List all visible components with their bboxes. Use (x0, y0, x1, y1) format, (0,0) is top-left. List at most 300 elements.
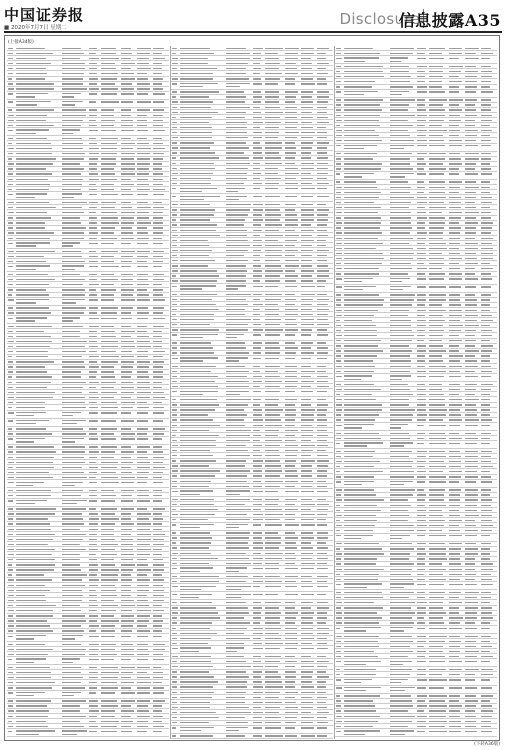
table-cell (16, 544, 48, 545)
table-cell (153, 387, 162, 388)
table-cell (62, 168, 84, 169)
table-cell (344, 451, 375, 452)
table-cell (16, 428, 46, 429)
table-cell (317, 612, 327, 613)
table-cell (253, 178, 260, 179)
table-cell (137, 392, 151, 393)
table-cell (137, 387, 150, 388)
table-cell (62, 336, 80, 337)
table-cell (121, 232, 133, 233)
table-cell (153, 438, 162, 439)
table-cell (180, 465, 209, 466)
table-cell (429, 53, 442, 54)
table-cell (16, 625, 50, 626)
table-cell (390, 248, 413, 249)
table-cell (344, 310, 378, 311)
table-cell (344, 734, 365, 735)
table-cell (301, 117, 313, 118)
table-cell (301, 255, 312, 256)
table-cell (101, 407, 118, 408)
table-cell (101, 490, 114, 491)
table-cell (336, 705, 341, 706)
table-cell (137, 153, 150, 154)
table-cell (417, 248, 426, 249)
table-cell (481, 394, 490, 395)
table-cell (265, 127, 279, 128)
table-cell (429, 315, 443, 316)
table-cell (481, 476, 491, 477)
table-cell (336, 294, 341, 295)
table-cell (89, 644, 99, 645)
table-cell (62, 251, 81, 252)
table-cell (101, 179, 117, 180)
table-cell (429, 130, 447, 131)
table-cell (449, 125, 459, 126)
table-cell (344, 248, 376, 249)
table-cell (62, 371, 81, 372)
table-cell (253, 101, 261, 102)
table-cell (265, 722, 281, 723)
table-cell (344, 163, 382, 164)
table-cell (172, 214, 177, 215)
table-cell (449, 294, 460, 295)
table-cell (285, 255, 295, 256)
table-cell (101, 153, 117, 154)
table-cell (465, 268, 475, 269)
table-cell (253, 342, 262, 343)
table-cell (265, 68, 279, 69)
table-cell (16, 96, 35, 97)
table-cell (390, 505, 411, 506)
table-cell (180, 656, 211, 657)
table-cell (89, 299, 98, 300)
table-cell (317, 294, 327, 295)
table-cell (137, 376, 149, 377)
table-cell (417, 574, 424, 575)
table-cell (417, 710, 424, 711)
table-cell (301, 686, 314, 687)
table-cell (301, 648, 314, 649)
table-cell (344, 409, 382, 410)
table-cell (449, 646, 460, 647)
table-cell (16, 462, 53, 463)
table-row (171, 734, 333, 739)
table-cell (16, 420, 49, 421)
table-cell (265, 656, 281, 657)
table-cell (285, 735, 297, 736)
table-cell (226, 661, 246, 662)
table-cell (429, 335, 443, 336)
table-cell (265, 404, 278, 405)
table-cell (180, 440, 216, 441)
table-cell (301, 594, 314, 595)
table-cell (253, 122, 263, 123)
table-cell (8, 274, 13, 275)
table-cell (226, 219, 245, 220)
table-cell (16, 467, 54, 468)
table-cell (301, 409, 315, 410)
table-cell (226, 360, 239, 361)
table-cell (317, 607, 329, 608)
table-cell (465, 499, 478, 500)
table-cell (265, 414, 280, 415)
table-cell (344, 456, 373, 457)
table-cell (344, 656, 378, 657)
table-cell (89, 610, 97, 611)
table-cell (481, 384, 493, 385)
table-cell (253, 607, 262, 608)
table-cell (89, 446, 98, 447)
table-cell (121, 326, 131, 327)
table-cell (153, 500, 162, 501)
table-cell (344, 173, 374, 174)
table-cell (465, 558, 475, 559)
table-cell (301, 342, 313, 343)
table-cell (344, 153, 377, 154)
table-cell (121, 251, 135, 252)
table-cell (336, 563, 341, 564)
table-cell (481, 130, 492, 131)
table-cell (16, 695, 34, 696)
table-cell (226, 152, 244, 153)
table-cell (101, 189, 114, 190)
table-cell (449, 461, 461, 462)
table-cell (62, 53, 84, 54)
table-cell (226, 157, 249, 158)
table-cell (390, 125, 413, 126)
table-cell (344, 592, 382, 593)
table-cell (390, 424, 408, 425)
table-cell (101, 513, 115, 514)
table-cell (265, 255, 282, 256)
table-cell (344, 120, 379, 121)
table-cell (301, 633, 313, 634)
table-cell (344, 602, 374, 603)
table-cell (89, 336, 97, 337)
table-cell (172, 628, 176, 629)
table-cell (253, 188, 260, 189)
table-cell (465, 66, 476, 67)
table-cell (226, 107, 250, 108)
table-cell (137, 574, 147, 575)
table-cell (101, 194, 118, 195)
table-cell (285, 280, 296, 281)
table-cell (89, 625, 99, 626)
table-cell (465, 76, 477, 77)
table-cell (317, 727, 327, 728)
table-cell (301, 602, 313, 603)
table-cell (101, 366, 114, 367)
table-cell (390, 227, 412, 228)
table-cell (121, 341, 134, 342)
table-cell (429, 310, 446, 311)
table-cell (465, 130, 478, 131)
table-cell (226, 589, 241, 590)
table-cell (285, 245, 295, 246)
table-cell (226, 314, 245, 315)
table-cell (153, 615, 162, 616)
table-cell (226, 524, 248, 525)
table-cell (344, 476, 374, 477)
table-cell (62, 457, 84, 458)
table-cell (226, 324, 248, 325)
table-cell (101, 120, 115, 121)
table-cell (429, 273, 445, 274)
table-cell (301, 702, 313, 703)
table-cell (317, 722, 328, 723)
table-cell (301, 735, 315, 736)
table-cell (226, 430, 251, 431)
table-cell (317, 352, 328, 353)
table-cell (153, 667, 161, 668)
table-cell (390, 76, 411, 77)
table-cell (172, 168, 177, 169)
table-cell (265, 475, 280, 476)
table-cell (317, 245, 326, 246)
table-cell (172, 178, 177, 179)
table-cell (481, 273, 491, 274)
table-cell (465, 705, 476, 706)
table-cell (153, 212, 163, 213)
table-cell (265, 547, 279, 548)
table-cell (429, 299, 446, 300)
table-cell (429, 197, 446, 198)
table-cell (344, 438, 381, 439)
table-cell (121, 539, 133, 540)
table-cell (121, 467, 131, 468)
table-cell (449, 192, 459, 193)
table-cell (253, 547, 263, 548)
table-cell (16, 412, 46, 413)
table-cell (465, 525, 476, 526)
table-cell (465, 535, 477, 536)
table-cell (180, 435, 219, 436)
table-cell (153, 523, 162, 524)
table-cell (417, 253, 426, 254)
table-cell (101, 294, 114, 295)
table-cell (226, 735, 245, 736)
table-cell (8, 63, 13, 64)
table-cell (301, 707, 313, 708)
table-cell (226, 147, 249, 148)
table-cell (153, 336, 162, 337)
table-cell (226, 727, 248, 728)
table-cell (180, 692, 214, 693)
table-cell (62, 574, 87, 575)
table-cell (153, 428, 165, 429)
table-cell (265, 168, 278, 169)
table-row (335, 626, 497, 634)
table-cell (465, 710, 475, 711)
table-cell (62, 710, 80, 711)
table-cell (121, 462, 133, 463)
table-cell (8, 721, 12, 722)
table-cell (449, 617, 463, 618)
table-cell (429, 135, 443, 136)
table-cell (226, 132, 247, 133)
table-cell (429, 674, 442, 675)
table-cell (336, 384, 341, 385)
table-cell (481, 238, 493, 239)
table-cell (137, 227, 147, 228)
table-cell (226, 285, 246, 286)
table-cell (8, 279, 13, 280)
table-cell (62, 412, 81, 413)
table-cell (265, 586, 281, 587)
table-cell (101, 125, 114, 126)
table-cell (390, 700, 412, 701)
table-cell (172, 586, 178, 587)
table-cell (265, 163, 282, 164)
table-cell (265, 681, 282, 682)
table-cell (265, 58, 279, 59)
table-cell (285, 240, 297, 241)
table-cell (344, 394, 372, 395)
table-cell (172, 475, 177, 476)
table-cell (121, 207, 132, 208)
table-cell (344, 505, 377, 506)
table-cell (62, 184, 82, 185)
table-cell (226, 275, 246, 276)
table-cell (180, 647, 211, 648)
table-cell (8, 366, 13, 367)
table-cell (101, 500, 115, 501)
table-cell (137, 721, 148, 722)
table-cell (301, 404, 311, 405)
table-cell (344, 371, 374, 372)
table-cell (16, 569, 54, 570)
table-cell (465, 489, 478, 490)
table-cell (465, 232, 476, 233)
table-cell (417, 584, 426, 585)
table-cell (16, 529, 51, 530)
table-cell (417, 721, 426, 722)
table-cell (265, 524, 282, 525)
table-cell (16, 320, 35, 321)
table-cell (101, 138, 118, 139)
table-cell (226, 586, 251, 587)
table-cell (253, 633, 263, 634)
table-cell (417, 158, 424, 159)
table-cell (101, 659, 114, 660)
table-cell (429, 656, 445, 657)
table-cell (417, 419, 426, 420)
table-cell (417, 120, 426, 121)
table-cell (344, 253, 383, 254)
table-cell (8, 407, 12, 408)
table-cell (336, 389, 342, 390)
table-cell (465, 325, 479, 326)
table-cell (180, 142, 214, 143)
table-cell (180, 509, 218, 510)
table-cell (265, 633, 279, 634)
table-cell (253, 702, 263, 703)
table-cell (137, 331, 147, 332)
table-cell (121, 590, 131, 591)
table-cell (336, 91, 341, 92)
table-cell (137, 472, 149, 473)
table-cell (301, 440, 311, 441)
table-row (335, 534, 497, 542)
table-cell (180, 214, 214, 215)
table-cell (121, 600, 134, 601)
table-cell (317, 568, 328, 569)
table-cell (390, 656, 408, 657)
table-cell (417, 515, 426, 516)
table-cell (417, 320, 426, 321)
table-cell (172, 514, 178, 515)
table-cell (62, 109, 86, 110)
table-cell (336, 86, 340, 87)
table-cell (317, 661, 329, 662)
table-cell (344, 730, 380, 731)
table-cell (226, 183, 244, 184)
table-cell (336, 520, 340, 521)
table-cell (16, 148, 52, 149)
table-cell (62, 320, 73, 321)
table-row (335, 678, 497, 686)
table-cell (336, 168, 341, 169)
table-cell (137, 68, 151, 69)
table-cell (285, 58, 298, 59)
table-cell (344, 360, 373, 361)
table-cell (465, 212, 479, 213)
table-cell (180, 681, 218, 682)
table-cell (226, 617, 244, 618)
table-cell (429, 76, 443, 77)
table-cell (153, 446, 162, 447)
table-cell (417, 451, 427, 452)
table-cell (172, 381, 177, 382)
table-cell (62, 48, 81, 49)
table-cell (101, 610, 116, 611)
table-cell (429, 227, 444, 228)
table-cell (101, 227, 115, 228)
table-cell (153, 58, 165, 59)
table-column-right (335, 46, 497, 739)
table-cell (429, 109, 445, 110)
table-cell (390, 130, 408, 131)
table-cell (285, 491, 299, 492)
table-cell (336, 238, 342, 239)
table-cell (153, 457, 164, 458)
table-cell (336, 466, 340, 467)
table-cell (301, 666, 314, 667)
table-cell (89, 467, 98, 468)
table-cell (317, 250, 329, 251)
table-cell (253, 173, 261, 174)
table-cell (180, 597, 199, 598)
table-cell (449, 81, 462, 82)
table-cell (16, 366, 45, 367)
table-cell (344, 630, 366, 631)
table-cell (153, 672, 163, 673)
table-cell (89, 564, 98, 565)
table-cell (449, 687, 462, 688)
table-row (7, 480, 169, 488)
table-cell (344, 641, 378, 642)
table-cell (137, 158, 150, 159)
table-cell (172, 137, 178, 138)
table-cell (16, 269, 36, 270)
table-cell (137, 125, 147, 126)
table-cell (390, 438, 410, 439)
table-cell (121, 387, 134, 388)
table-cell (101, 336, 116, 337)
table-cell (449, 456, 461, 457)
table-cell (344, 278, 373, 279)
table-cell (285, 537, 298, 538)
